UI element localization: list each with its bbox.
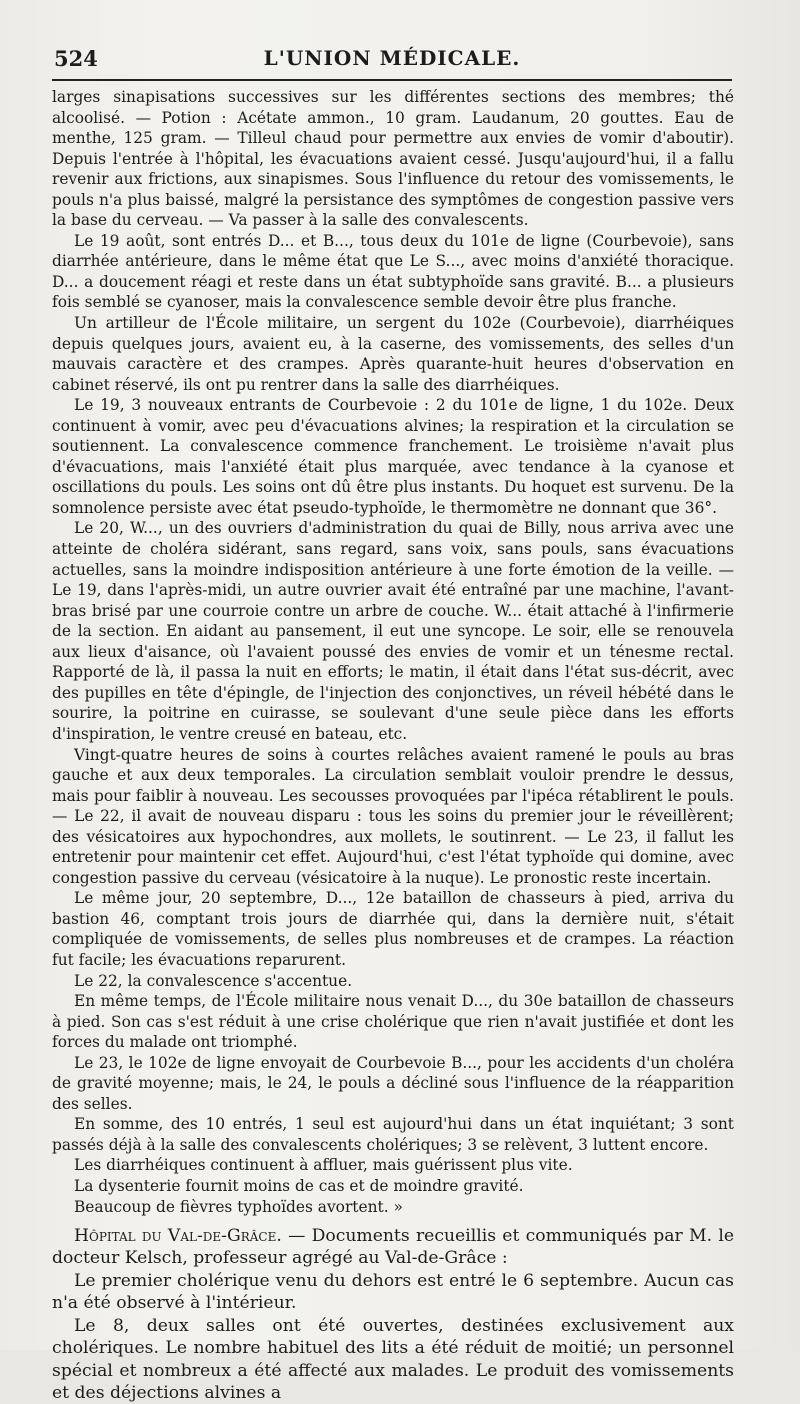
page-number: 524 [54, 46, 98, 71]
running-title: L'UNION MÉDICALE. [263, 46, 521, 70]
paragraph: La dysenterie fournit moins de cas et de moindre gravité. [74, 1176, 524, 1195]
paragraph: Le 19, 3 nouveaux entrants de Courbevoie : 2 du 101e de ligne, 1 du 102e. Deux continuent à vomir, avec peu d'évacuations alvines; la respiration et la circulation se soutiennent. La convalescence commence franchement. Le troisième n'avait plus d'évacuations, mais l'anxiété était plus marquée, avec tendance à la cyanose et oscillations du pouls. Les soins ont dû être plus instants. Du hoquet est survenu. De la somnolence persiste avec état pseudo-typhoïde, le thermomètre ne donnant que 36°. [52, 396, 734, 517]
paragraph: Le 22, la convalescence s'accentue. [74, 971, 353, 990]
paragraph: En même temps, de l'École militaire nous venait D..., du 30e bataillon de chasseurs à pied. Son cas s'est réduit à une crise cholérique que rien n'avait justifiée et dont les forces du malade ont triomphé. [52, 992, 734, 1052]
header-rule [52, 79, 732, 81]
paragraph: Le 20, W..., un des ouvriers d'administration du quai de Billy, nous arriva avec une atteinte de choléra sidérant, sans regard, sans voix, sans pouls, sans évacuations actuelles, sans la moindre indisposition antérieure à une forte émotion de la veille. — Le 19, dans l'après-midi, un autre ouvrier avait été entraîné par une machine, l'avant-bras brisé par une courroie contre un arbre de couche. W... était attaché à l'infirmerie de la section. En aidant au pansement, il eut une syncope. Le soir, elle se renouvela aux lieux d'aisance, où l'avaient poussé des envies de vomir et un ténesme rectal. Rapporté de là, il passa la nuit en efforts; le matin, il était dans l'état sus-décrit, avec des pupilles en tête d'épingle, de l'injection des conjonctives, un réveil hébété dans le sourire, la poitrine en cuirasse, se soulevant d'une seule pièce dans les efforts d'inspiration, le ventre creusé en bateau, etc. [52, 519, 734, 743]
paragraph: En somme, des 10 entrés, 1 seul est aujourd'hui dans un état inquiétant; 3 sont passés déjà à la salle des convalescents cholériques; 3 se relèvent, 3 luttent encore. [52, 1115, 734, 1154]
paragraph: Le même jour, 20 septembre, D..., 12e bataillon de chasseurs à pied, arriva du bastion 46, comptant trois jours de diarrhée qui, dans la dernière nuit, s'était compliquée de vomissements, de selles plus nombreuses et de crampes. La réaction fut facile; les évacuations reparurent. [52, 889, 734, 969]
paragraph: Un artilleur de l'École militaire, un sergent du 102e (Courbevoie), diarrhéiques depuis quelques jours, avaient eu, à la caserne, des vomissements, des selles d'un mauvais caractère et des crampes. Après quarante-huit heures d'observation en cabinet réservé, ils ont pu rentrer dans la salle des diarrhéiques. [52, 314, 734, 394]
paragraph: Le 23, le 102e de ligne envoyait de Courbevoie B..., pour les accidents d'un choléra de gravité moyenne; mais, le 24, le pouls a décliné sous l'influence de la réapparition des selles. [52, 1053, 734, 1113]
section-val-de-grace [52, 1225, 734, 1404]
section-paragraph: Le 8, deux salles ont été ouvertes, destinées exclusivement aux cholériques. Le nombre habituel des lits a été réduit de moitié; un personnel spécial et nombreux a été affecté aux malades. Le produit des vomissements et des déjections alvines a [52, 1315, 734, 1403]
paragraph-continued: larges sinapisations successives sur les différentes sections des membres; thé alcoolisé. — Potion : Acétate ammon., 10 gram. Laudanum, 20 gouttes. Eau de menthe, 125 gram. — Tilleul chaud pour permettre aux envies de vomir d'aboutir). Depuis l'entrée à l'hôpital, les évacuations avaient cessé. Jusqu'aujourd'hui, il a fallu revenir aux frictions, aux sinapismes. Sous l'influence du retour des vomissements, le pouls n'a plus baissé, malgré la persistance des symptômes de congestion passive vers la base du cerveau. — Va passer à la salle des convalescents. [52, 88, 734, 230]
section-intro: — Documents recueillis et communiqués par M. le docteur Kelsch, professeur agrégé au Val-de-Grâce : [52, 1226, 734, 1269]
section-heading-paragraph [52, 1225, 734, 1270]
paragraph: Beaucoup de fièvres typhoïdes avortent. » [74, 1197, 403, 1216]
paragraph: Le 19 août, sont entrés D... et B..., tous deux du 101e de ligne (Courbevoie), sans diarrhée antérieure, dans le même état que Le S..., avec moins d'anxiété thoracique. D... a doucement réagi et reste dans un état subtyphoïde sans gravité. B... a plusieurs fois semblé se cyanoser, mais la convalescence semble devoir être plus franche. [52, 231, 734, 312]
running-header [52, 42, 732, 72]
paragraph: Les diarrhéiques continuent à affluer, mais guérissent plus vite. [74, 1156, 573, 1175]
section-heading: Hôpital du Val-de-Grâce. [74, 1226, 282, 1247]
paragraph: Vingt-quatre heures de soins à courtes relâches avaient ramené le pouls au bras gauche et aux deux temporales. La circulation semblait vouloir prendre le dessus, mais pour faiblir à nouveau. Les secousses provoquées par l'ipéca rétablirent le pouls. — Le 22, il avait de nouveau disparu : tous les soins du premier jour le réveillèrent; des vésicatoires aux hypochondres, aux mollets, le soutinrent. — Le 23, il fallut les entretenir pour maintenir cet effet. Aujourd'hui, c'est l'état typhoïde qui domine, avec congestion passive du cerveau (vésicatoire à la nuque). Le pronostic reste incertain. [52, 745, 734, 887]
article-body [52, 87, 734, 1404]
section-paragraph: Le premier cholérique venu du dehors est entré le 6 septembre. Aucun cas n'a été observé à l'intérieur. [52, 1270, 734, 1314]
